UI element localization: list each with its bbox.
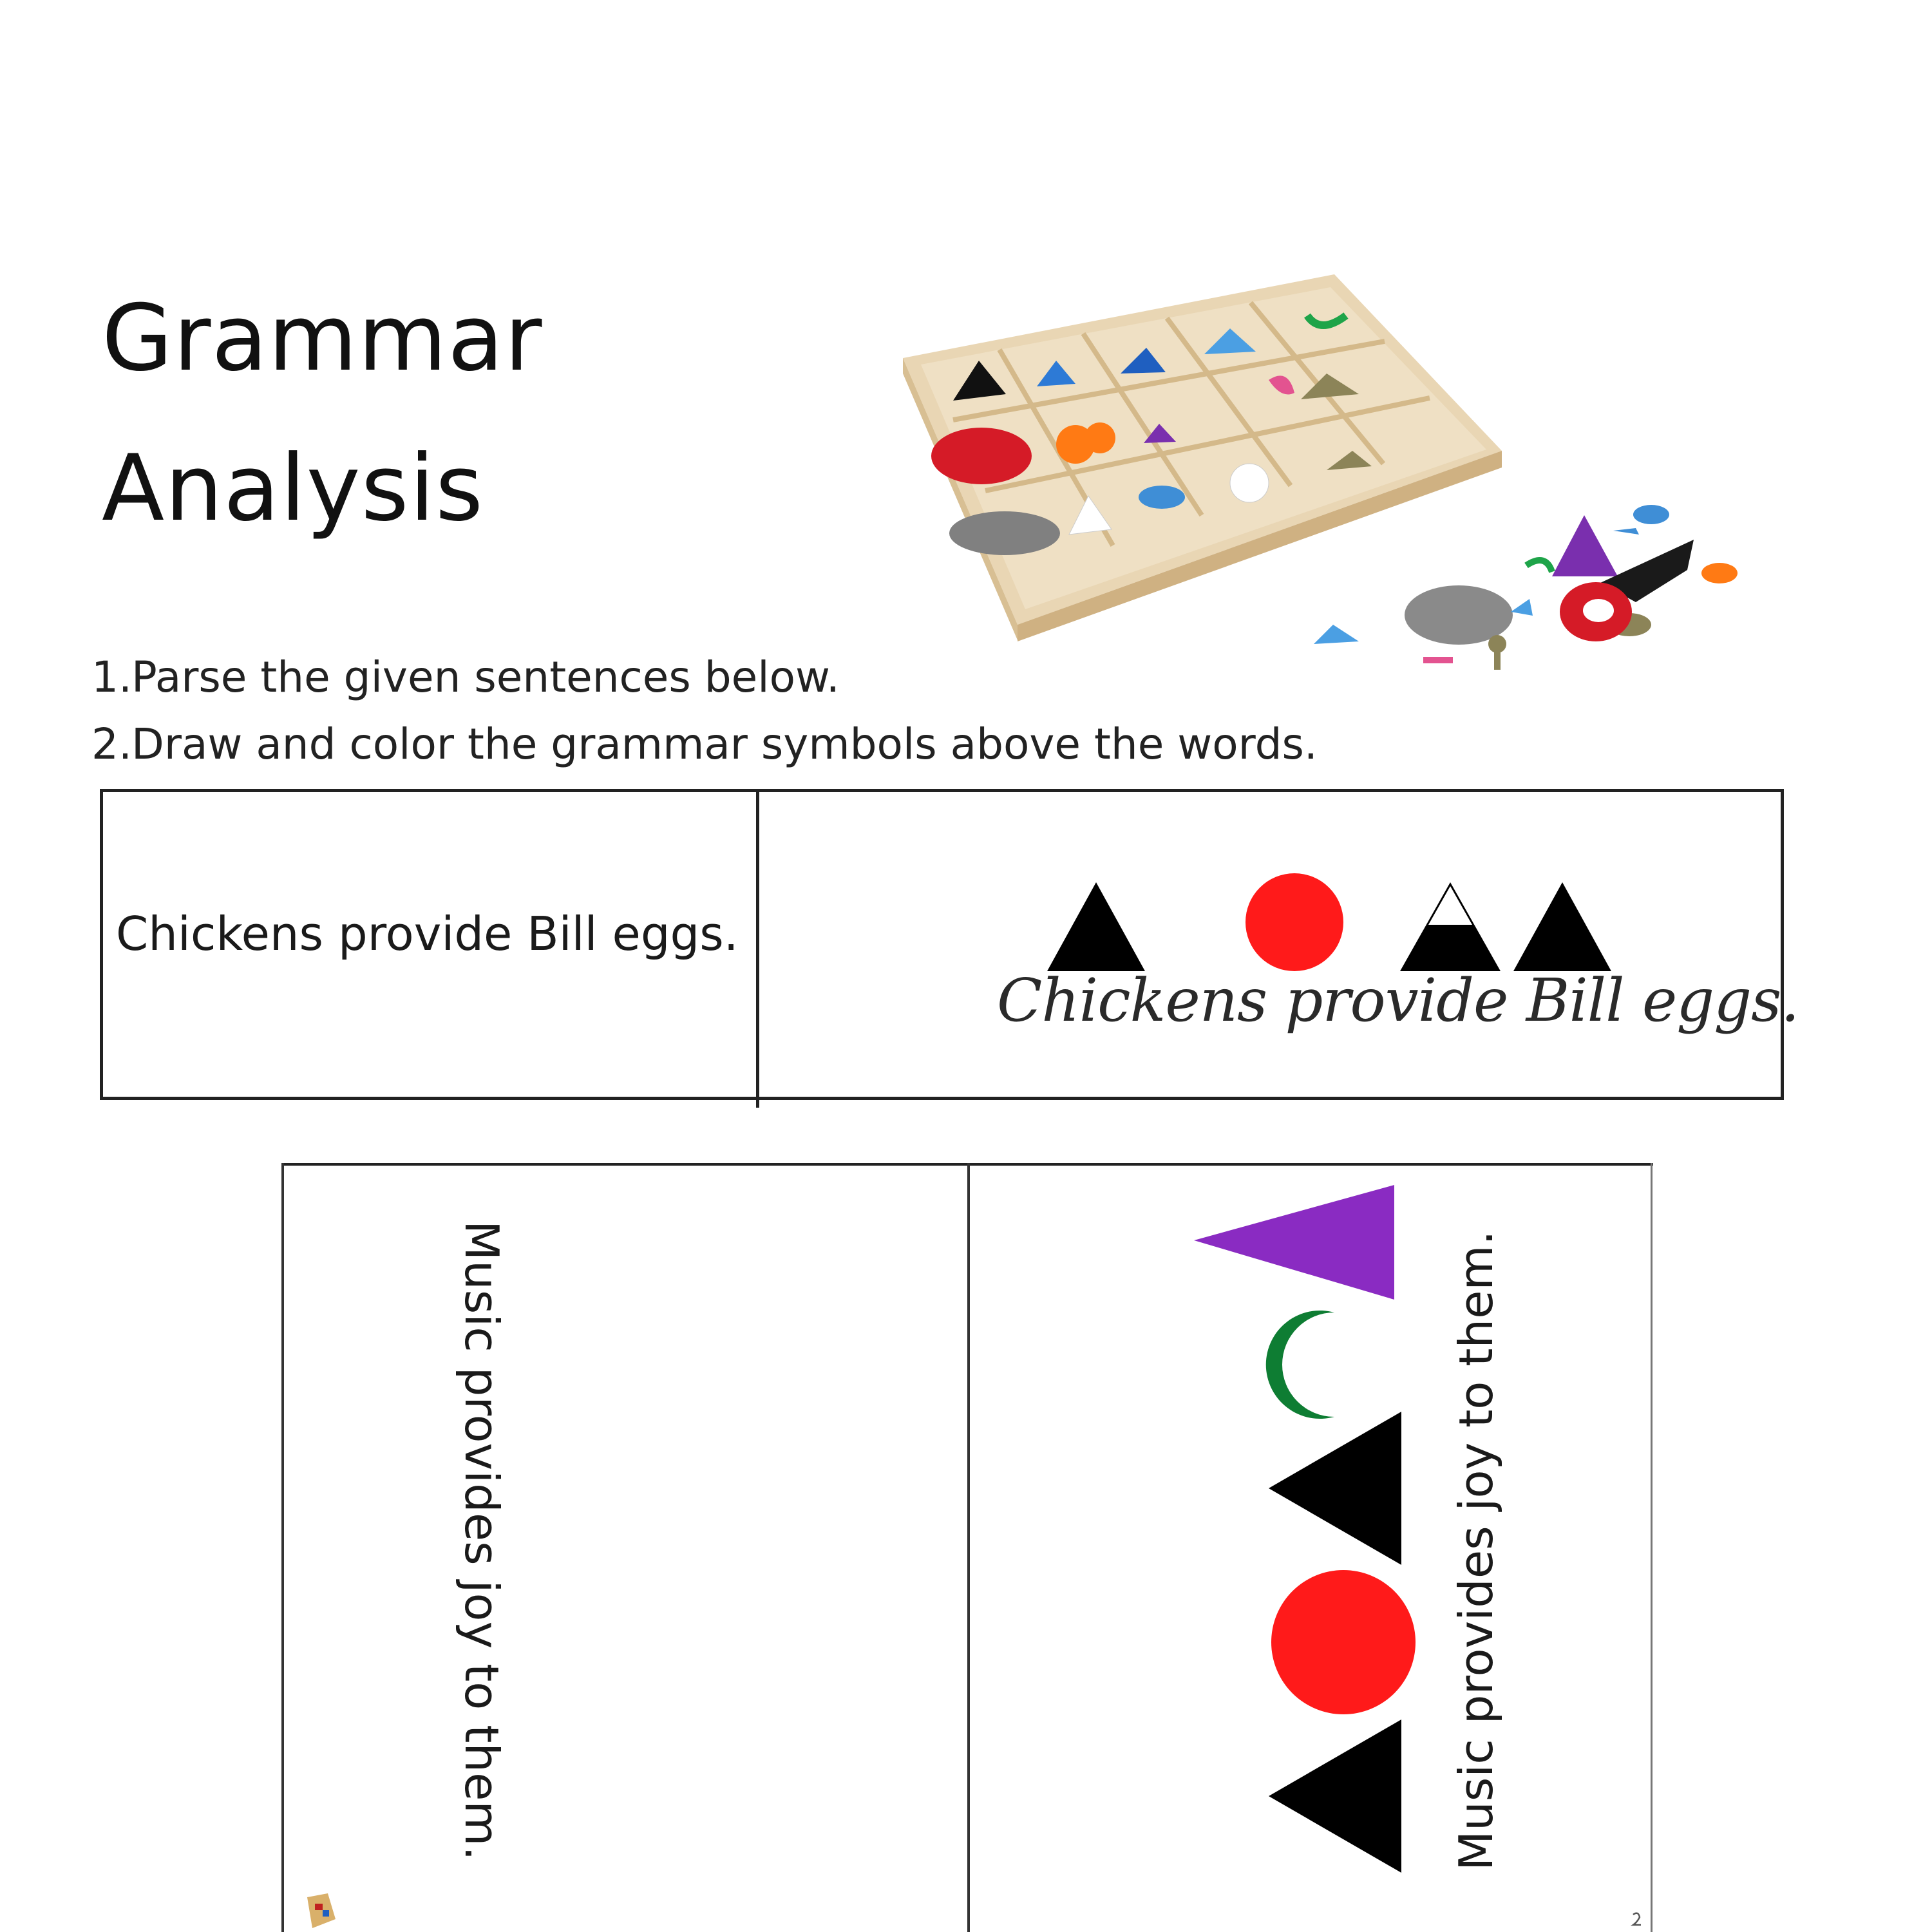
instruction-item (91, 644, 1318, 711)
instruction-number: 1. (91, 652, 132, 702)
exercise-2-symbols (1185, 1179, 1417, 1880)
verb-symbol (1245, 873, 1343, 971)
verb-symbol (1271, 1570, 1416, 1714)
instruction-number: 2. (91, 719, 132, 769)
page-number-mark (1631, 1909, 1643, 1929)
noun-symbol (1047, 882, 1145, 971)
instruction-item (91, 711, 1318, 778)
instruction-text: Parse the given sentences below. (131, 652, 840, 702)
table-border-right (1781, 789, 1784, 1100)
page-title-line-1: Grammar (102, 285, 543, 392)
table-border-top (100, 789, 1784, 792)
grammar-symbols-box-image (857, 251, 1868, 696)
article-symbol (1428, 886, 1472, 925)
table-border-left (100, 789, 103, 1100)
pronoun-symbol (1194, 1185, 1394, 1300)
exercise-2-answer-sentence: Music provides joy to them. (1449, 1230, 1503, 1871)
noun-symbol (1269, 1412, 1401, 1565)
table-border-divider (756, 789, 759, 1108)
table-border-right (1651, 1163, 1653, 1932)
exercise-1-symbols (1030, 869, 1623, 979)
exercise-2-sentence: Music provides joy to them. (455, 1220, 509, 1861)
instructions-list (91, 644, 1318, 778)
noun-symbol (1269, 1719, 1401, 1873)
instruction-text: Draw and color the grammar symbols above the words. (131, 719, 1318, 769)
noun-symbol (1513, 882, 1611, 971)
table-border-divider (967, 1163, 970, 1932)
table-border-bottom (100, 1097, 1784, 1100)
exercise-1-answer-sentence: Chickens provide Bill eggs. (997, 966, 1799, 1035)
table-border-left (281, 1163, 284, 1932)
page-title-line-2: Analysis (102, 435, 484, 542)
exercise-1-sentence: Chickens provide Bill eggs. (116, 907, 739, 961)
small-grammar-box-icon (299, 1891, 341, 1932)
preposition-symbol (1266, 1311, 1334, 1419)
